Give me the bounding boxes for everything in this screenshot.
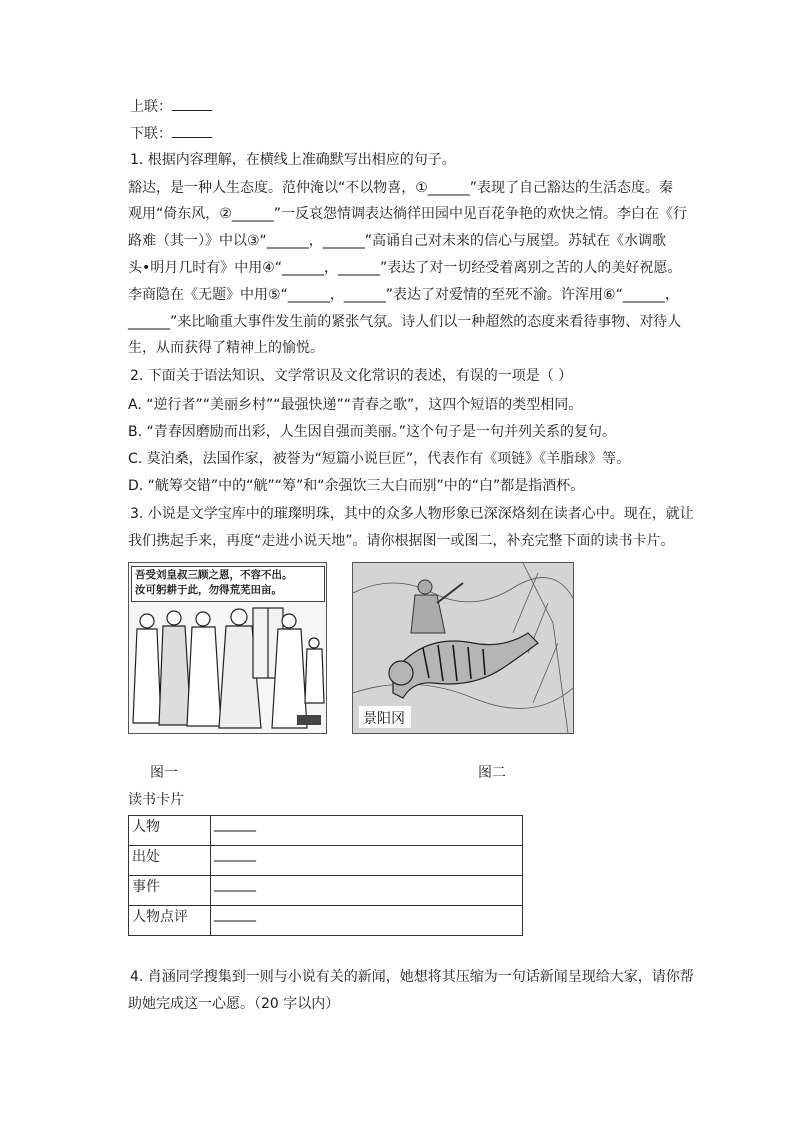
q1-line: 观用“倚东风，②______”一反哀怨情调表达徜徉田园中见百花争艳的欢快之情。李白在《行 (128, 206, 688, 222)
upper-couplet-blank[interactable] (172, 96, 212, 111)
q3-line: 我们携起手来，再度“走进小说天地”。请你根据图一或图二，补充完整下面的读书卡片。 (128, 533, 675, 549)
card-value-source[interactable]: ______ (211, 846, 523, 876)
q2-option-b[interactable]: B. “青春因磨励而出彩，人生因自强而美丽。”这个句子是一句并列关系的复句。 (128, 424, 617, 440)
card-value-event[interactable]: ______ (211, 876, 523, 906)
figure-two-label: 景阳冈 (363, 711, 405, 727)
q4-line: 助她完成这一心愿。（20 字以内） (128, 996, 340, 1012)
figure-one-caption: 图一 (150, 765, 178, 781)
figure-two-illustration (352, 562, 574, 734)
speech-line: 汝可躬耕于此，勿得荒芜田亩。 (135, 584, 282, 596)
q1-title: 1. 根据内容理解，在横线上准确默写出相应的句子。 (130, 152, 456, 168)
q1-line: 生，从而获得了精神上的愉悦。 (128, 340, 324, 356)
lower-couplet-blank[interactable] (172, 123, 212, 138)
q1-line: 路难（其一）》中以③“______，______”高诵自己对未来的信心与展望。苏轼在《水调歌 (128, 233, 667, 249)
q3-line: 3. 小说是文学宝库中的璀璨明珠，其中的众多人物形象已深深烙刻在读者心中。现在，就让 (130, 506, 694, 522)
q1-line: 豁达，是一种人生态度。范仲淹以“不以物喜，①______”表现了自己豁达的生活态度。秦 (128, 180, 674, 196)
upper-couplet-line (130, 96, 212, 117)
q2-option-c[interactable]: C. 莫泊桑，法国作家，被誉为“短篇小说巨匠”，代表作有《项链》《羊脂球》等。 (128, 451, 631, 467)
card-key-event: 事件 (129, 876, 211, 906)
lower-couplet-label: 下联： (130, 126, 172, 142)
upper-couplet-label: 上联： (130, 99, 172, 115)
q2-option-a[interactable]: A. “逆行者”“美丽乡村”“最强快递”“青春之歌”，这四个短语的类型相同。 (128, 397, 583, 413)
q4-line: 4. 肖涵同学搜集到一则与小说有关的新闻，她想将其压缩为一句话新闻呈现给大家，请你帮 (130, 969, 694, 985)
q1-line: ______”来比喻重大事件发生前的紧张气氛。诗人们以一种超然的态度来看待事物、对待人 (128, 314, 682, 330)
card-key-source: 出处 (129, 846, 211, 876)
card-value-character[interactable]: ______ (211, 816, 523, 846)
table-row (129, 876, 523, 906)
q1-line: 头•明月几时有》中用④“______，______”表达了对一切经受着离别之苦的人的美好祝愿。 (128, 260, 682, 276)
figure-one-illustration (128, 562, 327, 734)
q2-title: 2. 下面关于语法知识、文学常识及文化常识的表述，有误的一项是（ ） (130, 368, 573, 384)
speech-line: 吾受刘皇叔三顾之恩，不容不出。 (135, 569, 293, 581)
q2-option-d[interactable]: D. “觥筹交错”中的“觥”“筹”和“余强饮三大白而别”中的“白”都是指酒杯。 (128, 478, 585, 494)
table-row (129, 906, 523, 936)
table-row (129, 846, 523, 876)
reading-card-title: 读书卡片 (128, 792, 184, 808)
figure-two-caption: 图二 (478, 765, 506, 781)
card-key-comment: 人物点评 (129, 906, 211, 936)
card-value-comment[interactable]: ______ (211, 906, 523, 936)
figure-one-drawing (129, 563, 326, 733)
reading-card-table (128, 815, 523, 936)
lower-couplet-line (130, 123, 212, 144)
card-key-character: 人物 (129, 816, 211, 846)
q1-line: 李商隐在《无题》中用⑤“______，______”表达了对爱情的至死不渝。许浑用⑥“______， (128, 287, 679, 303)
table-row (129, 816, 523, 846)
